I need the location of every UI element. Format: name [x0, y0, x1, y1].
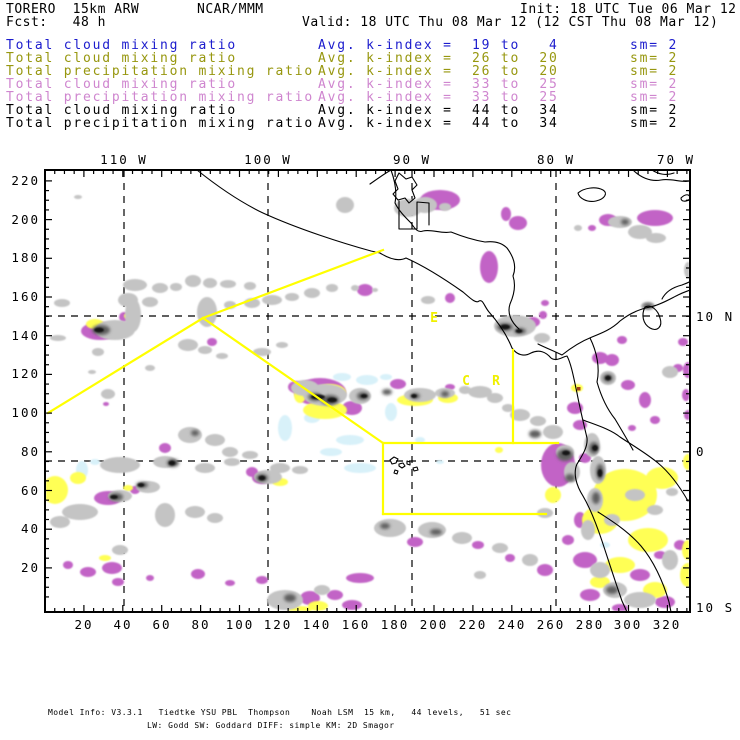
cloud-blob	[220, 280, 236, 288]
cloud-blob	[112, 545, 128, 555]
cloud-blob	[680, 563, 696, 587]
cloud-blob	[662, 366, 678, 378]
cloud-blob	[628, 528, 668, 552]
cloud-blob	[94, 328, 104, 333]
axis-label-gridpt-x: 280	[575, 617, 605, 632]
model-title: TORERO 15km ARW	[6, 2, 140, 17]
axis-label-gridpt-x: 40	[113, 617, 133, 632]
cloud-blob	[88, 370, 96, 374]
cloud-blob	[630, 569, 650, 581]
cloud-blob	[178, 427, 202, 443]
cloud-blob	[278, 415, 292, 441]
cloud-blob	[509, 216, 527, 230]
axis-label-gridpt-y: 160	[11, 289, 40, 304]
track-label-R: R	[492, 374, 500, 389]
cloud-blob	[516, 329, 523, 333]
axis-label-lon: 80 W	[536, 152, 576, 167]
cloud-blob	[404, 388, 436, 402]
cloud-blob	[537, 564, 553, 576]
cloud-blob	[74, 195, 82, 199]
cloud-blob	[123, 279, 147, 291]
cloud-blob	[292, 466, 308, 474]
coastline-jamaica	[578, 188, 605, 202]
cloud-blob	[244, 282, 256, 290]
coastline-mexico-gulf-coast	[370, 170, 391, 184]
cloud-blob	[487, 393, 503, 403]
axis-label-gridpt-x: 120	[263, 617, 293, 632]
cloud-blob	[99, 555, 111, 561]
axis-label-gridpt-x: 80	[191, 617, 211, 632]
legend-kindex-value: Avg. k-index = 44 to 34	[318, 116, 559, 131]
cloud-blob	[197, 297, 217, 327]
cloud-blob	[327, 398, 337, 403]
cloud-blob	[178, 339, 198, 351]
cloud-blob	[590, 562, 610, 578]
coastline-cuba	[633, 170, 690, 181]
legend-sm-value: sm= 2	[630, 90, 679, 105]
cloud-blob	[452, 532, 472, 544]
cloud-blob	[637, 210, 673, 226]
cloud-blob	[102, 562, 122, 574]
cloud-blob	[441, 391, 449, 397]
cloud-blob	[472, 541, 484, 549]
cloud-blob	[522, 554, 538, 566]
axis-label-gridpt-x: 320	[652, 617, 682, 632]
cloud-blob	[380, 374, 392, 380]
cloud-blob	[224, 458, 240, 466]
cloud-blob	[92, 348, 104, 356]
init-time: Init: 18 UTC Tue 06 Mar 12	[520, 2, 737, 17]
axis-label-gridpt-y: 40	[20, 521, 40, 536]
cloud-blob	[342, 600, 362, 610]
cloud-blob	[655, 596, 675, 608]
axis-label-gridpt-y: 220	[11, 173, 40, 188]
cloud-blob	[480, 251, 498, 283]
cloud-blob	[336, 197, 354, 213]
cloud-blob	[169, 461, 176, 466]
cloud-blob	[63, 561, 73, 569]
cloud-blob	[605, 376, 611, 381]
legend-kindex-value: Avg. k-index = 44 to 34	[318, 103, 559, 118]
cloud-blob	[344, 463, 376, 473]
cloud-blob	[588, 225, 596, 231]
cloud-blob	[407, 537, 423, 547]
station-marker	[577, 387, 581, 391]
axis-label-lat: 0	[696, 444, 706, 459]
cloud-blob	[62, 504, 98, 520]
axis-label-lat: 10 S	[696, 600, 735, 615]
flight-track-segment	[203, 318, 383, 443]
cloud-blob	[541, 300, 549, 306]
cloud-blob	[621, 380, 635, 390]
legend-sm-value: sm= 2	[630, 64, 679, 79]
cloud-blob	[628, 425, 636, 431]
axis-label-lon: 90 W	[392, 152, 432, 167]
axis-label-gridpt-x: 220	[458, 617, 488, 632]
cloud-blob	[529, 430, 541, 438]
cloud-blob	[430, 529, 442, 535]
blob-layer-purple	[63, 190, 693, 612]
axis-label-gridpt-x: 20	[74, 617, 94, 632]
cloud-blob	[152, 283, 168, 293]
cloud-blob	[662, 550, 678, 570]
cloud-blob	[646, 233, 666, 243]
cloud-blob	[185, 275, 201, 287]
axis-label-gridpt-y: 120	[11, 366, 40, 381]
axis-label-gridpt-x: 60	[152, 617, 172, 632]
axis-label-gridpt-x: 200	[419, 617, 449, 632]
axis-label-gridpt-x: 100	[225, 617, 255, 632]
cloud-blob	[581, 520, 595, 540]
cloud-blob	[70, 472, 86, 484]
cloud-blob	[276, 342, 288, 348]
legend-field-label: Total precipitation mixing ratio	[6, 90, 315, 105]
cloud-blob	[54, 299, 70, 307]
axis-label-gridpt-y: 180	[11, 250, 40, 265]
mixing-ratio-shaded-areas	[42, 190, 696, 614]
axis-label-gridpt-y: 140	[11, 328, 40, 343]
axis-label-gridpt-x: 260	[536, 617, 566, 632]
cloud-blob	[123, 485, 133, 491]
cloud-blob	[600, 542, 610, 548]
cloud-blob	[545, 487, 561, 503]
cloud-blob	[195, 463, 215, 473]
legend-sm-value: sm= 2	[630, 77, 679, 92]
axis-label-gridpt-x: 140	[302, 617, 332, 632]
cloud-blob	[411, 394, 417, 398]
cloud-blob	[333, 373, 351, 381]
legend-field-label: Total precipitation mixing ratio	[6, 64, 315, 79]
cloud-blob	[562, 451, 570, 456]
cloud-blob	[445, 293, 455, 303]
legend-kindex-value: Avg. k-index = 33 to 25	[318, 90, 559, 105]
model-info-line2: LW: Godd SW: Goddard DIFF: simple KM: 2D Smagor	[147, 721, 395, 730]
cloud-blob	[50, 335, 66, 341]
cloud-blob	[361, 394, 368, 398]
cloud-blob	[191, 569, 205, 579]
cloud-blob	[374, 519, 406, 537]
legend-kindex-value: Avg. k-index = 26 to 20	[318, 51, 559, 66]
cloud-blob	[574, 225, 582, 231]
cloud-blob	[284, 594, 296, 602]
cloud-blob	[336, 435, 364, 445]
axis-label-lon: 70 W	[656, 152, 696, 167]
axis-label-gridpt-y: 200	[11, 212, 40, 227]
axis-label-gridpt-y: 100	[11, 405, 40, 420]
cloud-blob	[103, 402, 109, 406]
legend-sm-value: sm= 2	[630, 38, 679, 53]
cloud-blob	[259, 476, 266, 481]
cloud-blob	[436, 460, 444, 464]
legend-kindex-value: Avg. k-index = 19 to 4	[318, 38, 559, 53]
cloud-blob	[639, 392, 651, 408]
cloud-blob	[110, 495, 118, 499]
cloud-blob	[501, 207, 511, 221]
cloud-blob	[495, 447, 503, 453]
cloud-blob	[650, 416, 660, 424]
cloud-blob	[625, 489, 645, 501]
cloud-blob	[185, 506, 205, 518]
cloud-blob	[101, 389, 115, 399]
cloud-blob	[390, 379, 406, 389]
cloud-blob	[539, 311, 547, 319]
cloud-blob	[320, 448, 342, 456]
cloud-blob	[138, 483, 145, 487]
cloud-blob	[314, 585, 330, 595]
cloud-blob	[617, 336, 627, 344]
cloud-blob	[207, 338, 217, 346]
axis-label-gridpt-y: 20	[20, 560, 40, 575]
cloud-blob	[592, 445, 598, 451]
axis-label-gridpt-y: 60	[20, 483, 40, 498]
cloud-blob	[505, 554, 515, 562]
cloud-blob	[146, 575, 154, 581]
legend-sm-value: sm= 2	[630, 51, 679, 66]
cloud-blob	[604, 514, 620, 526]
cloud-blob	[357, 284, 373, 296]
axis-label-lon: 100 W	[244, 152, 292, 167]
cloud-blob	[225, 580, 235, 586]
forecast-hour: Fcst: 48 h	[6, 15, 106, 30]
coastline-galapagos-islands	[390, 457, 418, 474]
cloud-blob	[100, 457, 140, 473]
legend-kindex-value: Avg. k-index = 33 to 25	[318, 77, 559, 92]
cloud-blob	[562, 535, 574, 545]
blob-layer-gray	[50, 195, 692, 610]
cloud-blob	[285, 293, 299, 301]
cloud-blob	[159, 443, 171, 453]
cloud-blob	[421, 296, 435, 304]
cloud-blob	[256, 576, 268, 584]
cloud-blob	[666, 488, 678, 496]
cloud-blob	[543, 425, 563, 439]
axis-label-gridpt-x: 240	[497, 617, 527, 632]
legend-sm-value: sm= 2	[630, 103, 679, 118]
cloud-blob	[351, 285, 359, 291]
coastline-campeche-bank-outline	[393, 173, 417, 203]
legend-sm-value: sm= 2	[630, 116, 679, 131]
axis-label-gridpt-y: 80	[20, 444, 40, 459]
center-name: NCAR/MMM	[197, 2, 264, 17]
cloud-blob	[580, 589, 600, 601]
cloud-blob	[346, 573, 374, 583]
cloud-blob	[647, 505, 663, 515]
axis-label-gridpt-x: 160	[341, 617, 371, 632]
model-info-line1: Model Info: V3.3.1 Tiedtke YSU PBL Thompson Noah LSM 15 km, 44 levels, 51 sec	[48, 708, 512, 717]
track-label-C: C	[462, 374, 470, 389]
cloud-blob	[222, 447, 238, 457]
cloud-blob	[145, 365, 155, 371]
cloud-blob	[592, 352, 608, 364]
cloud-blob	[385, 403, 397, 421]
axis-label-lat: 10 N	[696, 309, 735, 324]
cloud-blob	[565, 474, 575, 482]
cloud-blob	[534, 333, 550, 343]
cloud-blob	[112, 578, 124, 586]
legend-field-label: Total cloud mixing ratio	[6, 51, 238, 66]
cloud-blob	[356, 375, 378, 385]
cloud-blob	[682, 540, 694, 560]
cloud-blob	[216, 353, 228, 359]
cloud-blob	[50, 516, 70, 528]
cloud-blob	[90, 459, 100, 465]
cloud-blob	[530, 416, 546, 426]
axis-label-lon: 110 W	[100, 152, 148, 167]
cloud-blob	[474, 571, 486, 579]
cloud-blob	[170, 283, 182, 291]
axis-label-gridpt-x: 300	[613, 617, 643, 632]
cloud-blob	[80, 567, 96, 577]
cloud-blob	[205, 434, 225, 446]
axis-label-gridpt-x: 180	[380, 617, 410, 632]
cloud-blob	[270, 463, 290, 473]
cloud-blob	[191, 430, 199, 436]
cloud-blob	[606, 586, 618, 594]
track-label-E: E	[430, 311, 438, 326]
valid-time: Valid: 18 UTC Thu 08 Mar 12 (12 CST Thu 08 Mar 12)	[302, 15, 719, 30]
cloud-blob	[380, 523, 390, 529]
cloud-blob	[304, 288, 320, 298]
legend-field-label: Total cloud mixing ratio	[6, 38, 238, 53]
cloud-blob	[382, 389, 392, 395]
cloud-blob	[492, 543, 508, 553]
cloud-blob	[621, 219, 629, 225]
coastline-sa-caribbean-coast	[538, 290, 690, 355]
legend-kindex-value: Avg. k-index = 26 to 20	[318, 64, 559, 79]
cloud-blob	[682, 389, 690, 401]
cloud-blob	[598, 469, 603, 477]
legend-field-label: Total cloud mixing ratio	[6, 77, 238, 92]
cloud-blob	[592, 492, 600, 504]
legend-field-label: Total precipitation mixing ratio	[6, 116, 315, 131]
legend-field-label: Total cloud mixing ratio	[6, 103, 238, 118]
cloud-blob	[242, 451, 258, 459]
cloud-blob	[326, 284, 338, 292]
cloud-blob	[262, 295, 282, 305]
cloud-blob	[142, 297, 158, 307]
cloud-blob	[207, 513, 223, 523]
cloud-blob	[372, 288, 378, 292]
cloud-blob	[155, 503, 175, 527]
cloud-blob	[198, 346, 212, 354]
cloud-blob	[203, 278, 217, 288]
cloud-blob	[439, 203, 451, 211]
